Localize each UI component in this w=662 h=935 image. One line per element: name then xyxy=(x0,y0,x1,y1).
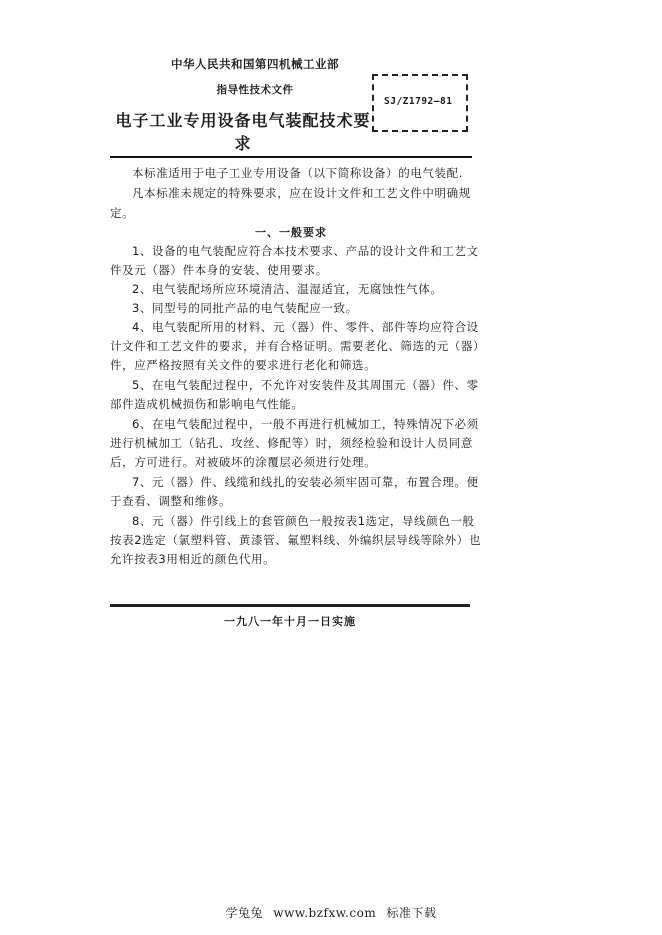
body-line: 5、在电气装配过程中，不允许对安装件及其周围元（器）件、零 xyxy=(132,378,479,392)
body-line: 计文件和工艺文件的要求，并有合格证明。需要老化、筛选的元（器） xyxy=(110,339,486,353)
body-line: 本标准适用于电子工业专用设备（以下简称设备）的电气装配. xyxy=(132,166,463,180)
section-heading: 一、一般要求 xyxy=(255,226,327,239)
body-line: 1、设备的电气装配应符合本技术要求、产品的设计文件和工艺文 xyxy=(132,244,479,258)
watermark-url[interactable]: www.bzfxw.com xyxy=(273,906,377,920)
watermark-site-name: 学兔兔 xyxy=(225,906,263,920)
document-title: 电子工业专用设备电气装配技术要求 xyxy=(115,111,371,153)
body-line: 凡本标准未规定的特殊要求，应在设计文件和工艺文件中明确规 xyxy=(132,186,471,200)
watermark-slogan: 标准下载 xyxy=(386,906,437,920)
footer-divider xyxy=(110,604,470,607)
body-line: 2、电气装配场所应环境清洁、温湿适宜，无腐蚀性气体。 xyxy=(132,282,443,296)
body-line: 允许按表3用相近的颜色代用。 xyxy=(110,552,276,566)
effective-date: 一九八一年十月一日实施 xyxy=(224,615,356,628)
body-line: 进行机械加工（钻孔、攻丝、修配等）时，须经检验和设计人员同意 xyxy=(110,436,473,450)
issuing-organization: 中华人民共和国第四机械工业部 xyxy=(171,57,339,71)
body-line: 3、同型号的同批产品的电气装配应一致。 xyxy=(132,301,358,315)
document-type: 指导性技术文件 xyxy=(216,84,294,96)
body-line: 于查看、调整和维修。 xyxy=(110,494,231,508)
body-line: 7、元（器）件、线缆和线扎的安装必须牢固可靠，布置合理。便 xyxy=(132,475,479,489)
header-divider xyxy=(110,156,472,158)
body-line: 4、电气装配所用的材料、元（器）件、零件、部件等均应符合设 xyxy=(132,320,479,334)
body-line: 按表2选定（氯塑料管、黄漆管、氟塑料线、外编织层导线等除外）也 xyxy=(110,533,481,547)
standard-code: SJ/Z1792—81 xyxy=(384,96,453,107)
body-line: 6、在电气装配过程中，一般不再进行机械加工，特殊情况下必须 xyxy=(132,417,479,431)
body-line: 件，应严格按照有关文件的要求进行老化和筛选。 xyxy=(110,358,377,372)
body-line: 定。 xyxy=(110,206,135,220)
site-watermark xyxy=(0,904,662,921)
body-line: 部件造成机械损伤和影响电气性能。 xyxy=(110,397,304,411)
body-line: 件及元（器）件本身的安装、使用要求。 xyxy=(110,263,328,277)
body-line: 后，方可进行。对被破坏的涂覆层必须进行处理。 xyxy=(110,455,377,469)
body-line: 8、元（器）件引线上的套管颜色一般按表1选定，导线颜色一般 xyxy=(132,514,475,528)
